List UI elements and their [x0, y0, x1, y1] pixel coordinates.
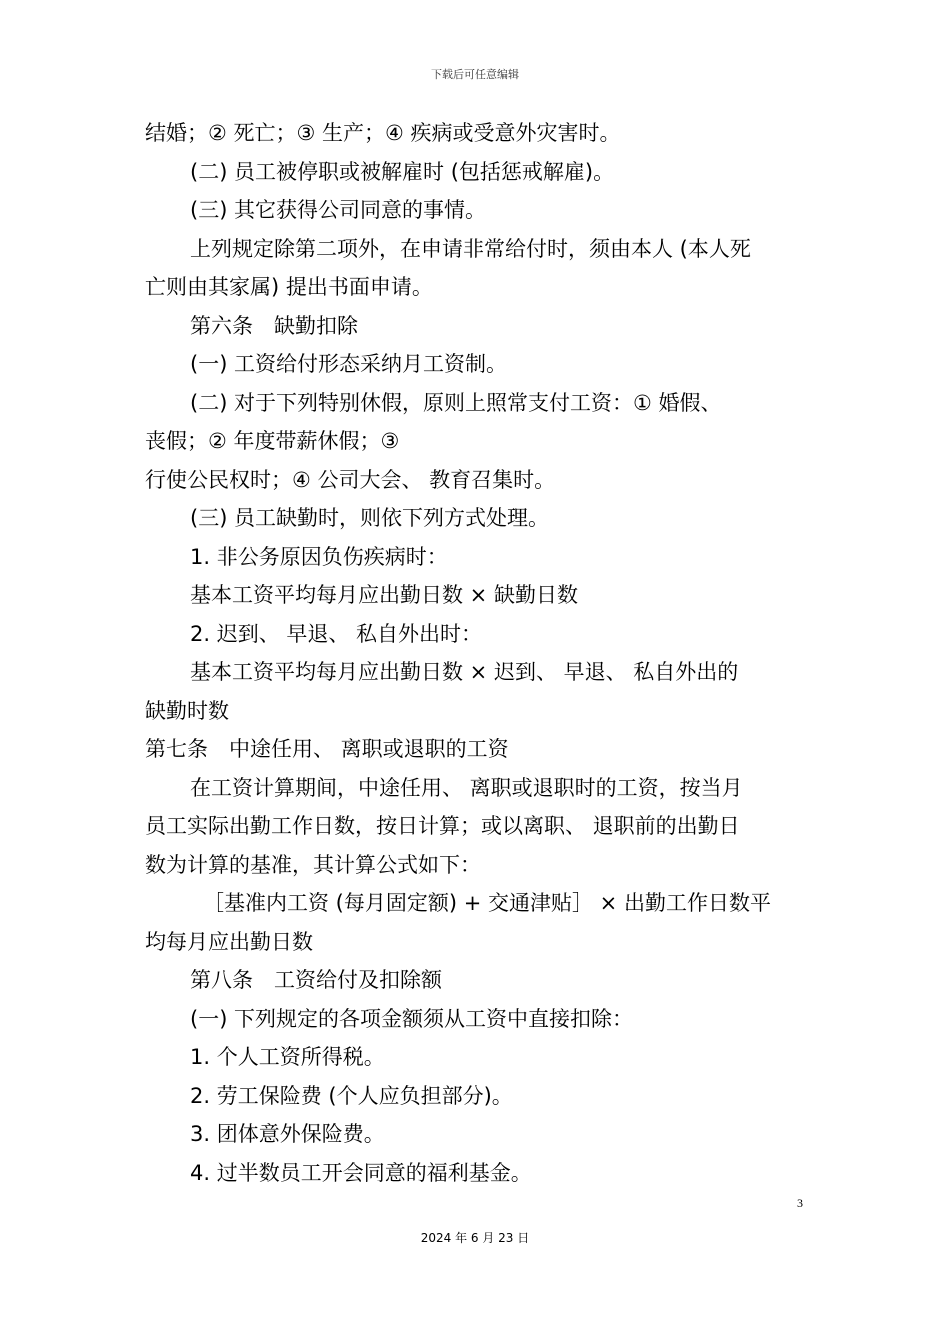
text-line: ［基准内工资 (每月固定额) + 交通津贴］ × 出勤工作日数平	[203, 891, 771, 915]
text-line: (二) 员工被停职或被解雇时 (包括惩戒解雇)。	[190, 159, 615, 184]
text-line: (一) 工资给付形态采纳月工资制。	[190, 352, 508, 376]
text-line: 1. 非公务原因负伤疾病时：	[190, 544, 448, 569]
text-line: (二) 对于下列特别休假，原则上照常支付工资：① 婚假、	[190, 390, 722, 415]
text-line: 结婚；② 死亡；③ 生产；④ 疾病或受意外灾害时。	[145, 121, 621, 145]
text-line: 2. 劳工保险费 (个人应负担部分)。	[190, 1083, 513, 1108]
text-line: 基本工资平均每月应出勤日数 × 缺勤日数	[190, 583, 578, 607]
text-line: (三) 其它获得公司同意的事情。	[190, 198, 487, 222]
text-line: 2. 迟到、 早退、 私自外出时：	[190, 621, 483, 646]
page-number: 3	[797, 1196, 803, 1210]
text-line: 亡则由其家属) 提出书面申请。	[145, 275, 433, 299]
text-line: 员工实际出勤工作日数，按日计算；或以离职、 退职前的出勤日	[145, 814, 740, 838]
footer-date: 2024 年 6 月 23 日	[420, 1231, 530, 1245]
text-line: 4. 过半数员工开会同意的福利基金。	[190, 1160, 532, 1185]
document-body	[145, 114, 815, 1192]
text-line: 上列规定除第二项外，在申请非常给付时，须由本人 (本人死	[190, 236, 751, 261]
text-line: 1. 个人工资所得税。	[190, 1045, 385, 1069]
text-line: (一) 下列规定的各项金额须从工资中直接扣除：	[190, 1006, 634, 1031]
text-line: 缺勤时数	[145, 698, 229, 723]
text-line: 行使公民权时；④ 公司大会、 教育召集时。	[145, 467, 556, 492]
text-line: 第七条 中途任用、 离职或退职的工资	[145, 737, 509, 761]
text-line: 均每月应出勤日数	[145, 929, 313, 954]
text-line: 丧假；② 年度带薪休假；③	[145, 429, 400, 453]
text-line: (三) 员工缺勤时，则依下列方式处理。	[190, 506, 550, 530]
page-header: 下载后可任意编辑	[431, 68, 519, 81]
text-line: 基本工资平均每月应出勤日数 × 迟到、 早退、 私自外出的	[190, 660, 739, 684]
text-line: 3. 团体意外保险费。	[190, 1122, 385, 1146]
text-line: 在工资计算期间，中途任用、 离职或退职时的工资，按当月	[190, 775, 743, 800]
text-line: 第八条 工资给付及扣除额	[190, 968, 442, 992]
text-line: 数为计算的基准，其计算公式如下：	[145, 852, 481, 877]
text-line: 第六条 缺勤扣除	[190, 313, 358, 338]
